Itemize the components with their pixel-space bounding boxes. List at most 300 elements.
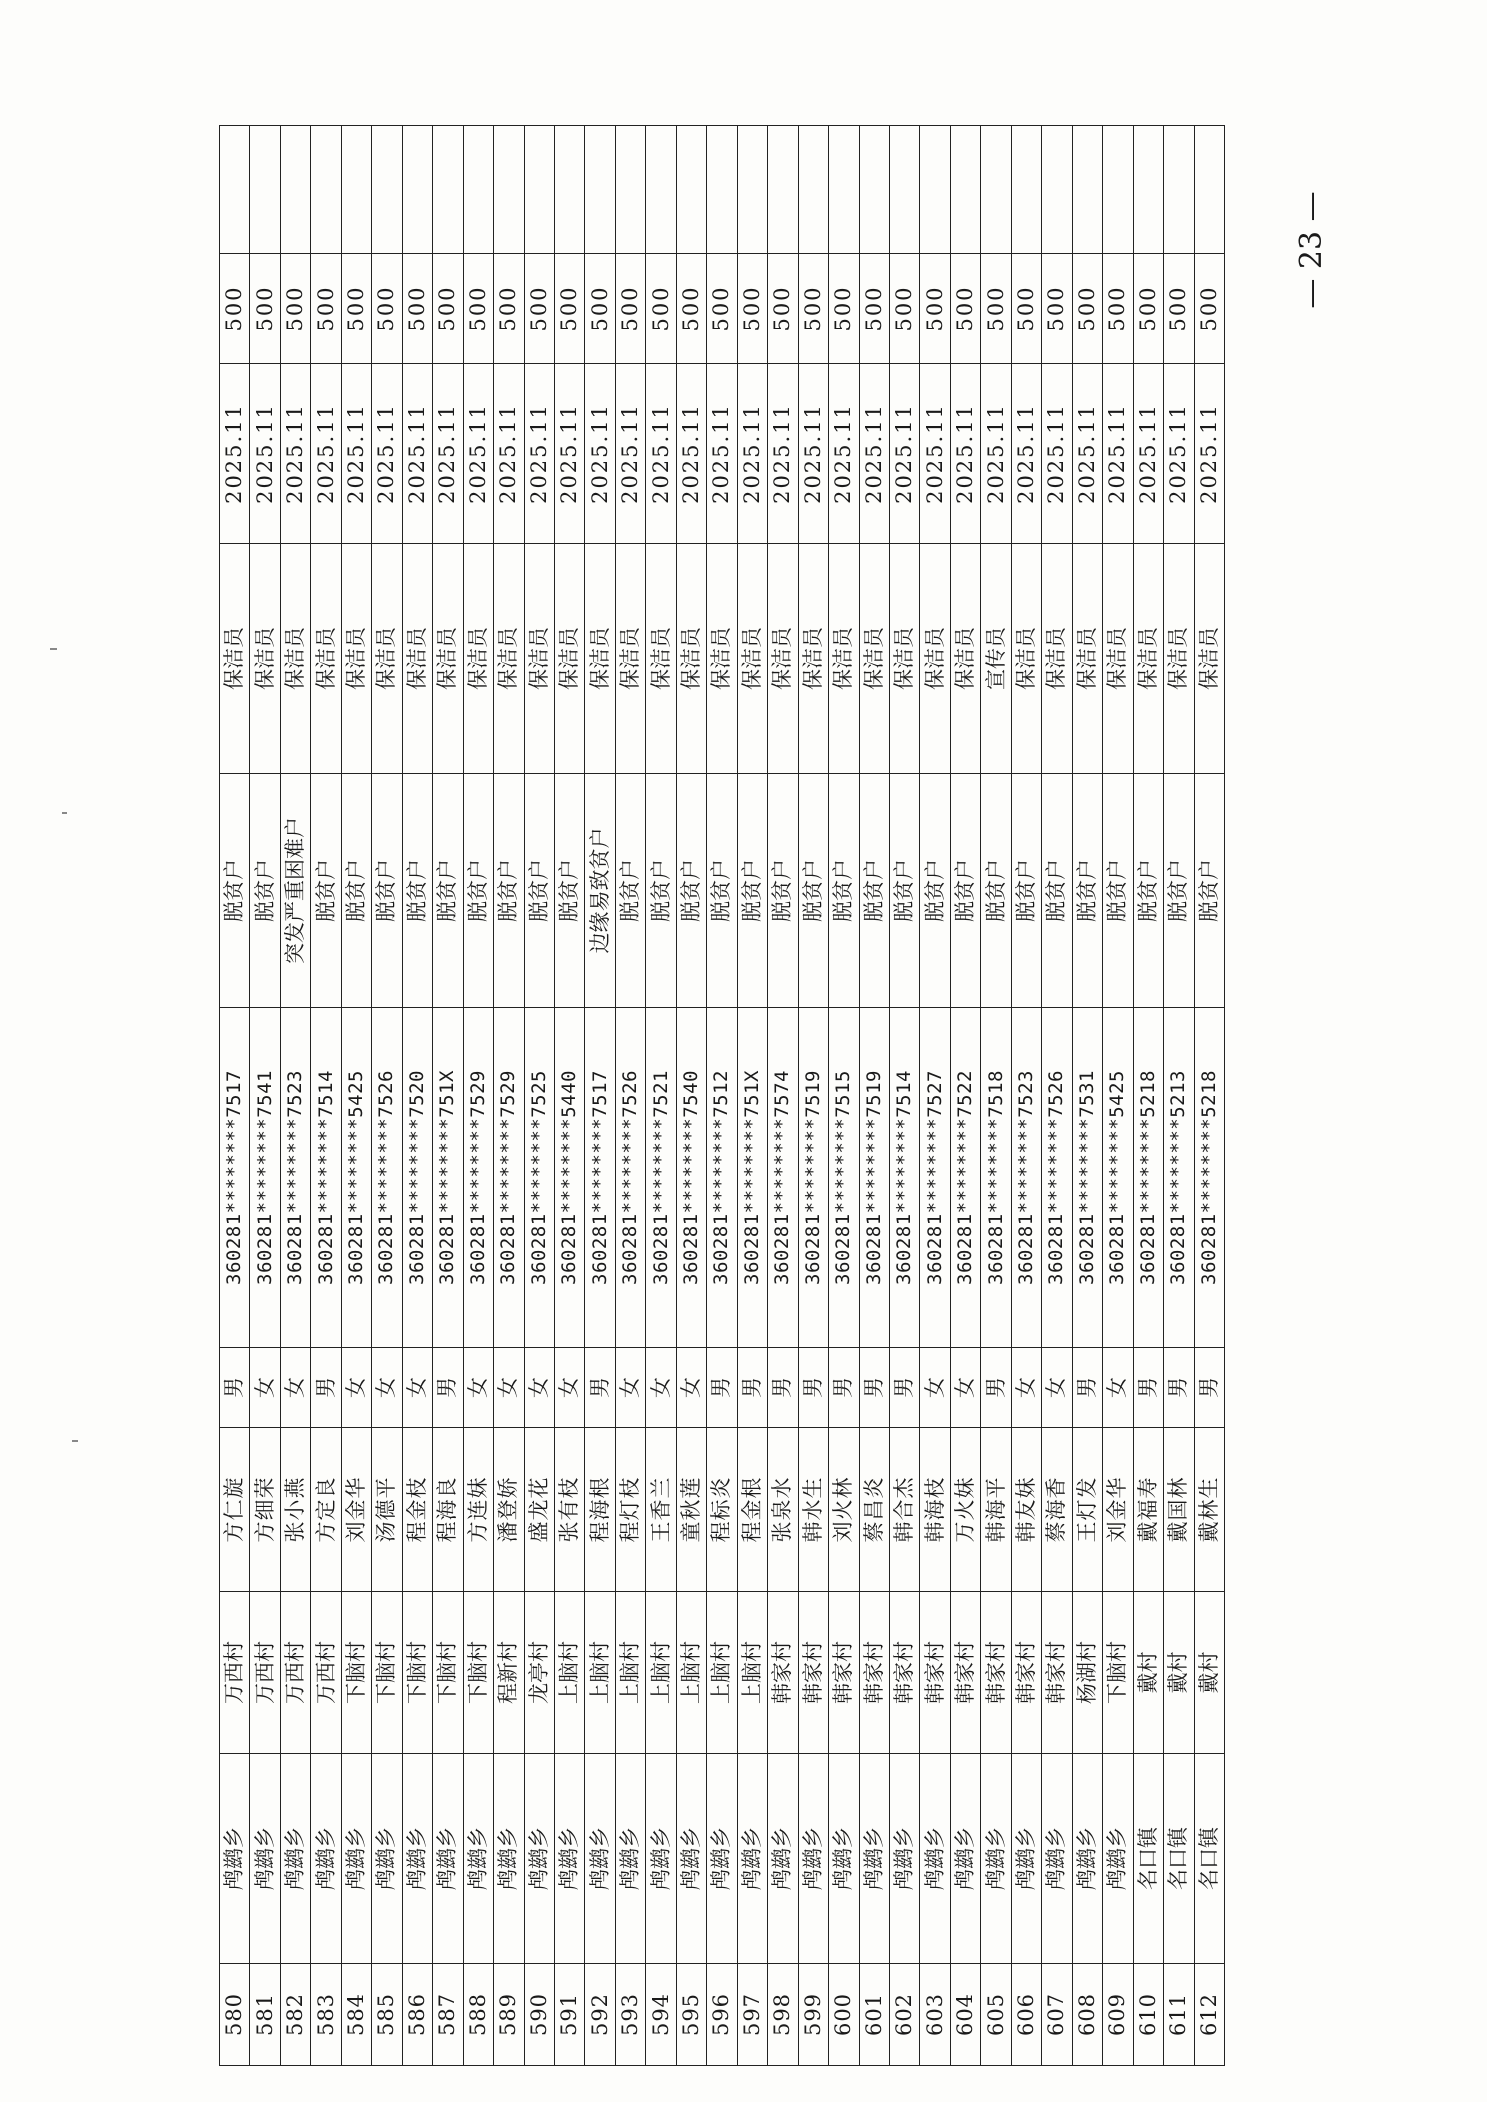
row-index: 609 bbox=[1103, 1964, 1133, 2066]
remarks-cell bbox=[463, 126, 493, 254]
person-name-cell: 韩合杰 bbox=[889, 1428, 919, 1592]
table-row bbox=[1072, 126, 1102, 2066]
remarks-cell bbox=[1042, 126, 1072, 254]
roster-table-container bbox=[219, 126, 1225, 2066]
remarks-cell bbox=[1194, 126, 1225, 254]
month-cell: 2025.11 bbox=[1103, 364, 1133, 544]
id-number-cell: 360281********7574 bbox=[768, 1008, 798, 1348]
month-cell: 2025.11 bbox=[889, 364, 919, 544]
month-cell: 2025.11 bbox=[372, 364, 402, 544]
remarks-cell bbox=[1133, 126, 1163, 254]
township-cell: 鸬鹚乡 bbox=[829, 1754, 859, 1964]
table-row bbox=[889, 126, 919, 2066]
remarks-cell bbox=[1103, 126, 1133, 254]
remarks-cell bbox=[981, 126, 1011, 254]
row-index: 581 bbox=[250, 1964, 280, 2066]
township-cell: 鸬鹚乡 bbox=[981, 1754, 1011, 1964]
id-number-cell: 360281********7523 bbox=[280, 1008, 310, 1348]
amount-cell: 500 bbox=[463, 254, 493, 364]
id-number-cell: 360281********7515 bbox=[829, 1008, 859, 1348]
id-number-cell: 360281********7529 bbox=[463, 1008, 493, 1348]
id-number-cell: 360281********7523 bbox=[1011, 1008, 1041, 1348]
amount-cell: 500 bbox=[646, 254, 676, 364]
person-name-cell: 王香兰 bbox=[646, 1428, 676, 1592]
township-cell: 鸬鹚乡 bbox=[341, 1754, 371, 1964]
table-row bbox=[707, 126, 737, 2066]
village-cell: 万西村 bbox=[250, 1592, 280, 1754]
person-name-cell: 方连妹 bbox=[463, 1428, 493, 1592]
household-category-cell: 脱贫户 bbox=[768, 774, 798, 1008]
row-index: 580 bbox=[220, 1964, 250, 2066]
gender-cell: 男 bbox=[737, 1348, 767, 1428]
remarks-cell bbox=[1072, 126, 1102, 254]
remarks-cell bbox=[615, 126, 645, 254]
gender-cell: 女 bbox=[554, 1348, 584, 1428]
amount-cell: 500 bbox=[859, 254, 889, 364]
month-cell: 2025.11 bbox=[829, 364, 859, 544]
gender-cell: 女 bbox=[1042, 1348, 1072, 1428]
roster-table-body bbox=[220, 126, 1225, 2066]
gender-cell: 女 bbox=[524, 1348, 554, 1428]
village-cell: 上脑村 bbox=[676, 1592, 706, 1754]
township-cell: 鸬鹚乡 bbox=[402, 1754, 432, 1964]
village-cell: 下脑村 bbox=[1103, 1592, 1133, 1754]
household-category-cell: 脱贫户 bbox=[311, 774, 341, 1008]
gender-cell: 女 bbox=[1103, 1348, 1133, 1428]
remarks-cell bbox=[554, 126, 584, 254]
table-row bbox=[494, 126, 524, 2066]
amount-cell: 500 bbox=[981, 254, 1011, 364]
job-role-cell: 保洁员 bbox=[798, 544, 828, 774]
amount-cell: 500 bbox=[1194, 254, 1225, 364]
row-index: 582 bbox=[280, 1964, 310, 2066]
table-row bbox=[220, 126, 250, 2066]
person-name-cell: 童秋莲 bbox=[676, 1428, 706, 1592]
gender-cell: 男 bbox=[859, 1348, 889, 1428]
amount-cell: 500 bbox=[433, 254, 463, 364]
township-cell: 鸬鹚乡 bbox=[676, 1754, 706, 1964]
table-row bbox=[1103, 126, 1133, 2066]
job-role-cell: 保洁员 bbox=[372, 544, 402, 774]
household-category-cell: 脱贫户 bbox=[494, 774, 524, 1008]
gender-cell: 男 bbox=[220, 1348, 250, 1428]
table-row bbox=[950, 126, 980, 2066]
household-category-cell: 脱贫户 bbox=[372, 774, 402, 1008]
month-cell: 2025.11 bbox=[798, 364, 828, 544]
amount-cell: 500 bbox=[615, 254, 645, 364]
township-cell: 名口镇 bbox=[1133, 1754, 1163, 1964]
remarks-cell bbox=[311, 126, 341, 254]
person-name-cell: 程海根 bbox=[585, 1428, 615, 1592]
id-number-cell: 360281********5425 bbox=[1103, 1008, 1133, 1348]
person-name-cell: 张泉水 bbox=[768, 1428, 798, 1592]
gender-cell: 男 bbox=[707, 1348, 737, 1428]
remarks-cell bbox=[524, 126, 554, 254]
page-number: — 23 — bbox=[1294, 191, 1329, 309]
township-cell: 鸬鹚乡 bbox=[950, 1754, 980, 1964]
job-role-cell: 保洁员 bbox=[829, 544, 859, 774]
id-number-cell: 360281********7529 bbox=[494, 1008, 524, 1348]
month-cell: 2025.11 bbox=[250, 364, 280, 544]
job-role-cell: 保洁员 bbox=[737, 544, 767, 774]
household-category-cell: 脱贫户 bbox=[676, 774, 706, 1008]
person-name-cell: 方细荣 bbox=[250, 1428, 280, 1592]
gender-cell: 男 bbox=[1164, 1348, 1194, 1428]
id-number-cell: 360281********5218 bbox=[1194, 1008, 1225, 1348]
amount-cell: 500 bbox=[737, 254, 767, 364]
gender-cell: 女 bbox=[615, 1348, 645, 1428]
job-role-cell: 保洁员 bbox=[1072, 544, 1102, 774]
gender-cell: 女 bbox=[676, 1348, 706, 1428]
person-name-cell: 蔡海香 bbox=[1042, 1428, 1072, 1592]
amount-cell: 500 bbox=[1103, 254, 1133, 364]
person-name-cell: 戴林生 bbox=[1194, 1428, 1225, 1592]
gender-cell: 男 bbox=[889, 1348, 919, 1428]
month-cell: 2025.11 bbox=[220, 364, 250, 544]
village-cell: 杨湖村 bbox=[1072, 1592, 1102, 1754]
row-index: 591 bbox=[554, 1964, 584, 2066]
month-cell: 2025.11 bbox=[524, 364, 554, 544]
township-cell: 鸬鹚乡 bbox=[250, 1754, 280, 1964]
id-number-cell: 360281********7517 bbox=[585, 1008, 615, 1348]
month-cell: 2025.11 bbox=[737, 364, 767, 544]
row-index: 601 bbox=[859, 1964, 889, 2066]
person-name-cell: 张小燕 bbox=[280, 1428, 310, 1592]
job-role-cell: 保洁员 bbox=[1011, 544, 1041, 774]
amount-cell: 500 bbox=[1133, 254, 1163, 364]
gender-cell: 女 bbox=[280, 1348, 310, 1428]
township-cell: 鸬鹚乡 bbox=[768, 1754, 798, 1964]
person-name-cell: 戴福寿 bbox=[1133, 1428, 1163, 1592]
village-cell: 韩家村 bbox=[981, 1592, 1011, 1754]
table-row bbox=[554, 126, 584, 2066]
row-index: 583 bbox=[311, 1964, 341, 2066]
job-role-cell: 保洁员 bbox=[220, 544, 250, 774]
month-cell: 2025.11 bbox=[859, 364, 889, 544]
household-category-cell: 脱贫户 bbox=[524, 774, 554, 1008]
township-cell: 名口镇 bbox=[1194, 1754, 1225, 1964]
person-name-cell: 程金枝 bbox=[402, 1428, 432, 1592]
row-index: 588 bbox=[463, 1964, 493, 2066]
township-cell: 鸬鹚乡 bbox=[463, 1754, 493, 1964]
job-role-cell: 保洁员 bbox=[676, 544, 706, 774]
id-number-cell: 360281********7519 bbox=[798, 1008, 828, 1348]
id-number-cell: 360281********7525 bbox=[524, 1008, 554, 1348]
gender-cell: 男 bbox=[768, 1348, 798, 1428]
amount-cell: 500 bbox=[494, 254, 524, 364]
row-index: 608 bbox=[1072, 1964, 1102, 2066]
id-number-cell: 360281********5213 bbox=[1164, 1008, 1194, 1348]
job-role-cell: 保洁员 bbox=[585, 544, 615, 774]
village-cell: 韩家村 bbox=[829, 1592, 859, 1754]
job-role-cell: 保洁员 bbox=[1103, 544, 1133, 774]
household-category-cell: 突发严重困难户 bbox=[280, 774, 310, 1008]
amount-cell: 500 bbox=[768, 254, 798, 364]
id-number-cell: 360281********7519 bbox=[859, 1008, 889, 1348]
person-name-cell: 盛龙花 bbox=[524, 1428, 554, 1592]
household-category-cell: 脱贫户 bbox=[1103, 774, 1133, 1008]
job-role-cell: 保洁员 bbox=[1042, 544, 1072, 774]
amount-cell: 500 bbox=[402, 254, 432, 364]
row-index: 600 bbox=[829, 1964, 859, 2066]
village-cell: 韩家村 bbox=[889, 1592, 919, 1754]
household-category-cell: 边缘易致贫户 bbox=[585, 774, 615, 1008]
table-row bbox=[615, 126, 645, 2066]
township-cell: 鸬鹚乡 bbox=[280, 1754, 310, 1964]
remarks-cell bbox=[585, 126, 615, 254]
remarks-cell bbox=[341, 126, 371, 254]
table-row bbox=[402, 126, 432, 2066]
id-number-cell: 360281********7521 bbox=[646, 1008, 676, 1348]
township-cell: 鸬鹚乡 bbox=[554, 1754, 584, 1964]
id-number-cell: 360281********7517 bbox=[220, 1008, 250, 1348]
remarks-cell bbox=[768, 126, 798, 254]
month-cell: 2025.11 bbox=[1133, 364, 1163, 544]
job-role-cell: 保洁员 bbox=[280, 544, 310, 774]
amount-cell: 500 bbox=[798, 254, 828, 364]
household-category-cell: 脱贫户 bbox=[433, 774, 463, 1008]
village-cell: 程新村 bbox=[494, 1592, 524, 1754]
amount-cell: 500 bbox=[585, 254, 615, 364]
township-cell: 鸬鹚乡 bbox=[1042, 1754, 1072, 1964]
table-row bbox=[372, 126, 402, 2066]
amount-cell: 500 bbox=[1042, 254, 1072, 364]
row-index: 596 bbox=[707, 1964, 737, 2066]
household-category-cell: 脱贫户 bbox=[463, 774, 493, 1008]
month-cell: 2025.11 bbox=[920, 364, 950, 544]
household-category-cell: 脱贫户 bbox=[1133, 774, 1163, 1008]
job-role-cell: 保洁员 bbox=[859, 544, 889, 774]
id-number-cell: 360281********7531 bbox=[1072, 1008, 1102, 1348]
person-name-cell: 韩海枝 bbox=[920, 1428, 950, 1592]
amount-cell: 500 bbox=[829, 254, 859, 364]
table-row bbox=[341, 126, 371, 2066]
township-cell: 鸬鹚乡 bbox=[1011, 1754, 1041, 1964]
village-cell: 戴村 bbox=[1133, 1592, 1163, 1754]
township-cell: 鸬鹚乡 bbox=[220, 1754, 250, 1964]
person-name-cell: 程海良 bbox=[433, 1428, 463, 1592]
person-name-cell: 程标炎 bbox=[707, 1428, 737, 1592]
household-category-cell: 脱贫户 bbox=[341, 774, 371, 1008]
household-category-cell: 脱贫户 bbox=[920, 774, 950, 1008]
job-role-cell: 保洁员 bbox=[250, 544, 280, 774]
amount-cell: 500 bbox=[554, 254, 584, 364]
gender-cell: 男 bbox=[585, 1348, 615, 1428]
row-index: 599 bbox=[798, 1964, 828, 2066]
village-cell: 下脑村 bbox=[341, 1592, 371, 1754]
village-cell: 下脑村 bbox=[372, 1592, 402, 1754]
household-category-cell: 脱贫户 bbox=[859, 774, 889, 1008]
township-cell: 鸬鹚乡 bbox=[737, 1754, 767, 1964]
person-name-cell: 戴国林 bbox=[1164, 1428, 1194, 1592]
amount-cell: 500 bbox=[220, 254, 250, 364]
remarks-cell bbox=[372, 126, 402, 254]
job-role-cell: 宣传员 bbox=[981, 544, 1011, 774]
row-index: 594 bbox=[646, 1964, 676, 2066]
township-cell: 鸬鹚乡 bbox=[859, 1754, 889, 1964]
household-category-cell: 脱贫户 bbox=[250, 774, 280, 1008]
person-name-cell: 蔡昌炎 bbox=[859, 1428, 889, 1592]
month-cell: 2025.11 bbox=[1042, 364, 1072, 544]
month-cell: 2025.11 bbox=[615, 364, 645, 544]
table-row bbox=[798, 126, 828, 2066]
id-number-cell: 360281********5218 bbox=[1133, 1008, 1163, 1348]
remarks-cell bbox=[220, 126, 250, 254]
row-index: 602 bbox=[889, 1964, 919, 2066]
township-cell: 鸬鹚乡 bbox=[585, 1754, 615, 1964]
township-cell: 鸬鹚乡 bbox=[524, 1754, 554, 1964]
month-cell: 2025.11 bbox=[950, 364, 980, 544]
table-row bbox=[737, 126, 767, 2066]
table-row bbox=[1011, 126, 1041, 2066]
job-role-cell: 保洁员 bbox=[768, 544, 798, 774]
gender-cell: 女 bbox=[494, 1348, 524, 1428]
person-name-cell: 方定良 bbox=[311, 1428, 341, 1592]
amount-cell: 500 bbox=[920, 254, 950, 364]
row-index: 605 bbox=[981, 1964, 1011, 2066]
month-cell: 2025.11 bbox=[463, 364, 493, 544]
id-number-cell: 360281********7526 bbox=[615, 1008, 645, 1348]
id-number-cell: 360281********7512 bbox=[707, 1008, 737, 1348]
job-role-cell: 保洁员 bbox=[494, 544, 524, 774]
month-cell: 2025.11 bbox=[494, 364, 524, 544]
village-cell: 韩家村 bbox=[798, 1592, 828, 1754]
amount-cell: 500 bbox=[280, 254, 310, 364]
village-cell: 韩家村 bbox=[768, 1592, 798, 1754]
month-cell: 2025.11 bbox=[1011, 364, 1041, 544]
household-category-cell: 脱贫户 bbox=[950, 774, 980, 1008]
household-category-cell: 脱贫户 bbox=[402, 774, 432, 1008]
id-number-cell: 360281********7514 bbox=[889, 1008, 919, 1348]
row-index: 587 bbox=[433, 1964, 463, 2066]
remarks-cell bbox=[829, 126, 859, 254]
gender-cell: 女 bbox=[250, 1348, 280, 1428]
id-number-cell: 360281********7518 bbox=[981, 1008, 1011, 1348]
id-number-cell: 360281********7526 bbox=[372, 1008, 402, 1348]
table-row bbox=[676, 126, 706, 2066]
township-cell: 鸬鹚乡 bbox=[707, 1754, 737, 1964]
table-row bbox=[768, 126, 798, 2066]
table-row bbox=[829, 126, 859, 2066]
amount-cell: 500 bbox=[1164, 254, 1194, 364]
gender-cell: 男 bbox=[1133, 1348, 1163, 1428]
township-cell: 鸬鹚乡 bbox=[494, 1754, 524, 1964]
id-number-cell: 360281********7526 bbox=[1042, 1008, 1072, 1348]
table-row bbox=[1133, 126, 1163, 2066]
job-role-cell: 保洁员 bbox=[554, 544, 584, 774]
household-category-cell: 脱贫户 bbox=[1164, 774, 1194, 1008]
amount-cell: 500 bbox=[1011, 254, 1041, 364]
remarks-cell bbox=[402, 126, 432, 254]
month-cell: 2025.11 bbox=[311, 364, 341, 544]
month-cell: 2025.11 bbox=[676, 364, 706, 544]
gender-cell: 男 bbox=[829, 1348, 859, 1428]
month-cell: 2025.11 bbox=[981, 364, 1011, 544]
village-cell: 韩家村 bbox=[950, 1592, 980, 1754]
table-row bbox=[280, 126, 310, 2066]
job-role-cell: 保洁员 bbox=[341, 544, 371, 774]
month-cell: 2025.11 bbox=[402, 364, 432, 544]
row-index: 589 bbox=[494, 1964, 524, 2066]
table-row bbox=[463, 126, 493, 2066]
township-cell: 鸬鹚乡 bbox=[1103, 1754, 1133, 1964]
household-category-cell: 脱贫户 bbox=[1072, 774, 1102, 1008]
amount-cell: 500 bbox=[889, 254, 919, 364]
gender-cell: 男 bbox=[1194, 1348, 1225, 1428]
person-name-cell: 韩水生 bbox=[798, 1428, 828, 1592]
township-cell: 鸬鹚乡 bbox=[615, 1754, 645, 1964]
table-row bbox=[859, 126, 889, 2066]
row-index: 593 bbox=[615, 1964, 645, 2066]
village-cell: 上脑村 bbox=[585, 1592, 615, 1754]
person-name-cell: 刘火林 bbox=[829, 1428, 859, 1592]
job-role-cell: 保洁员 bbox=[1133, 544, 1163, 774]
township-cell: 鸬鹚乡 bbox=[1072, 1754, 1102, 1964]
household-category-cell: 脱贫户 bbox=[707, 774, 737, 1008]
id-number-cell: 360281********751X bbox=[433, 1008, 463, 1348]
amount-cell: 500 bbox=[950, 254, 980, 364]
remarks-cell bbox=[889, 126, 919, 254]
village-cell: 韩家村 bbox=[859, 1592, 889, 1754]
row-index: 603 bbox=[920, 1964, 950, 2066]
township-cell: 鸬鹚乡 bbox=[920, 1754, 950, 1964]
row-index: 592 bbox=[585, 1964, 615, 2066]
id-number-cell: 360281********7541 bbox=[250, 1008, 280, 1348]
village-cell: 万西村 bbox=[280, 1592, 310, 1754]
month-cell: 2025.11 bbox=[1194, 364, 1225, 544]
row-index: 597 bbox=[737, 1964, 767, 2066]
township-cell: 鸬鹚乡 bbox=[311, 1754, 341, 1964]
id-number-cell: 360281********7527 bbox=[920, 1008, 950, 1348]
person-name-cell: 王灯发 bbox=[1072, 1428, 1102, 1592]
scan-speck bbox=[62, 812, 67, 814]
gender-cell: 男 bbox=[1072, 1348, 1102, 1428]
person-name-cell: 张有枝 bbox=[554, 1428, 584, 1592]
id-number-cell: 360281********751X bbox=[737, 1008, 767, 1348]
roster-table bbox=[219, 125, 1225, 2066]
job-role-cell: 保洁员 bbox=[1164, 544, 1194, 774]
row-index: 585 bbox=[372, 1964, 402, 2066]
row-index: 611 bbox=[1164, 1964, 1194, 2066]
person-name-cell: 潘登娇 bbox=[494, 1428, 524, 1592]
person-name-cell: 刘金华 bbox=[341, 1428, 371, 1592]
job-role-cell: 保洁员 bbox=[433, 544, 463, 774]
month-cell: 2025.11 bbox=[1164, 364, 1194, 544]
id-number-cell: 360281********7522 bbox=[950, 1008, 980, 1348]
month-cell: 2025.11 bbox=[585, 364, 615, 544]
village-cell: 韩家村 bbox=[920, 1592, 950, 1754]
person-name-cell: 韩友妹 bbox=[1011, 1428, 1041, 1592]
household-category-cell: 脱贫户 bbox=[829, 774, 859, 1008]
id-number-cell: 360281********7540 bbox=[676, 1008, 706, 1348]
table-row bbox=[1164, 126, 1194, 2066]
gender-cell: 女 bbox=[1011, 1348, 1041, 1428]
gender-cell: 男 bbox=[798, 1348, 828, 1428]
village-cell: 韩家村 bbox=[1011, 1592, 1041, 1754]
village-cell: 上脑村 bbox=[615, 1592, 645, 1754]
village-cell: 龙亭村 bbox=[524, 1592, 554, 1754]
remarks-cell bbox=[494, 126, 524, 254]
table-row bbox=[646, 126, 676, 2066]
remarks-cell bbox=[707, 126, 737, 254]
township-cell: 鸬鹚乡 bbox=[889, 1754, 919, 1964]
row-index: 607 bbox=[1042, 1964, 1072, 2066]
job-role-cell: 保洁员 bbox=[524, 544, 554, 774]
gender-cell: 女 bbox=[341, 1348, 371, 1428]
job-role-cell: 保洁员 bbox=[311, 544, 341, 774]
row-index: 584 bbox=[341, 1964, 371, 2066]
remarks-cell bbox=[1011, 126, 1041, 254]
